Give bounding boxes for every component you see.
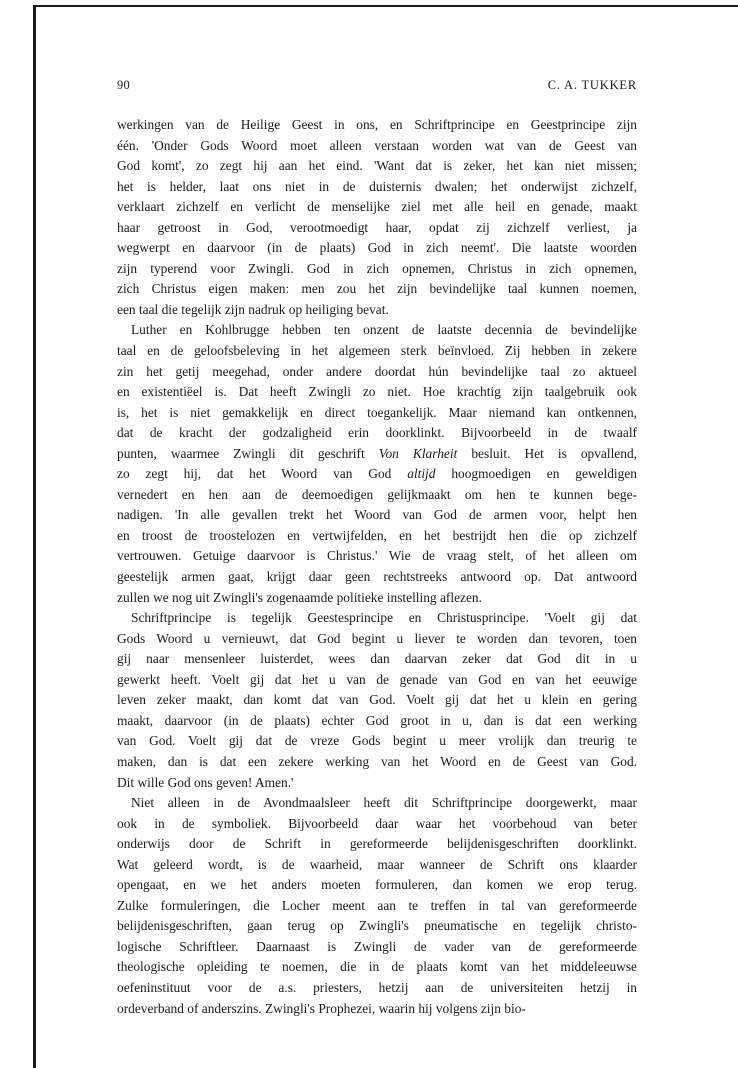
text-line: wegwerpt en daarvoor (in de plaats) God in zich neemt'. Die laatste woorden — [117, 240, 637, 256]
paragraph — [117, 320, 637, 608]
running-header-author: C. A. TUKKER — [547, 78, 637, 92]
text-line: maken, dan is dat een zekere werking van het Woord en de Geest van God. — [117, 753, 637, 769]
text-line: Wat geleerd wordt, is de waarheid, maar wanneer de Schrift ons klaarder — [117, 856, 637, 872]
paragraph — [117, 793, 637, 1019]
text-line: maakt, daarvoor (in de plaats) echter God groot in u, dan is dat een werking — [117, 712, 637, 728]
text-line: Dit wille God ons geven! Amen.' — [117, 774, 294, 790]
text-line: leven zeker maakt, dan komt dat van God. Voelt gij dat het u klein en gering — [117, 692, 637, 708]
paragraph — [117, 608, 637, 793]
text-line: punten, waarmee Zwingli dit geschrift Von Klarheit besluit. Het is opvallend, — [117, 445, 637, 461]
running-header — [117, 78, 637, 98]
text-line: verklaart zichzelf en verlicht de menselijke ziel met alle heil en genade, maakt — [117, 199, 637, 215]
text-line: Gods Woord u vernieuwt, dat God begint u liever te worden dan tevoren, toen — [117, 630, 637, 646]
text-line: Niet alleen in de Avondmaalsleer heeft dit Schriftprincipe doorgewerkt, maar — [131, 795, 637, 811]
text-line: is, het is niet gemakkelijk en direct toegankelijk. Maar niemand kan ontkennen, — [117, 404, 637, 420]
text-line: gij naar mensenleer luisterdet, wees dan daarvan zeker dat God dit in u — [117, 651, 637, 667]
text-line: zin het getij meegehad, onder andere doordat hún bevindelijke taal zo aktueel — [117, 363, 637, 379]
text-line: vertrouwen. Getuige daarvoor is Christus.' Wie de vraag stelt, of het alleen om — [117, 548, 637, 564]
text-line: het is helder, laat ons niet in de duisternis dwalen; het onderwijst zichzelf, — [117, 178, 637, 194]
page-number: 90 — [117, 78, 130, 92]
text-line: zo zegt hij, dat het Woord van God altijd hoogmoedigen en geweldigen — [117, 466, 637, 482]
text-line: zich Christus eigen maken: men zou het zijn bevindelijke taal kunnen noemen, — [117, 281, 637, 297]
text-line: haar getroost in God, verootmoedigt haar, opdat zij zichzelf verliest, ja — [117, 219, 637, 235]
emphasis: altijd — [407, 466, 436, 482]
text-line: ordeverband of anderszins. Zwingli's Prophezei, waarin hij volgens zijn bio- — [117, 1000, 526, 1016]
paragraph — [117, 115, 637, 320]
text-line: ook in de symboliek. Bijvoorbeeld daar waar het voorbehoud van beter — [117, 815, 637, 831]
text-line: oefeninstituut voor de a.s. priesters, hetzij aan de universiteiten hetzij in — [117, 979, 637, 995]
text-line: zijn typerend voor Zwingli. God in zich opnemen, Christus in zich opnemen, — [117, 260, 637, 276]
text-line: logische Schriftleer. Daarnaast is Zwingli de vader van de gereformeerde — [117, 938, 637, 954]
text-line: van God. Voelt gij dat de vreze Gods begint u meer vrolijk dan treurig te — [117, 733, 637, 749]
text-line: belijdenisgeschriften, gaan terug op Zwingli's pneumatische en tegelijk christo- — [117, 918, 637, 934]
page-border-top — [33, 5, 738, 7]
text-line: dat de kracht der godzaligheid erin doorklinkt. Bijvoorbeeld in de twaalf — [117, 425, 637, 441]
text-line: Zulke formuleringen, die Locher meent aan te treffen in tal van gereformeerde — [117, 897, 637, 913]
page-border-left — [33, 5, 36, 1068]
text-line: gewerkt heeft. Voelt gij dat het u van de genade van God en van het eeuwige — [117, 671, 637, 687]
text-line: opengaat, en we het anders moeten formuleren, dan komen we erop terug. — [117, 877, 637, 893]
text-line: zullen we nog uit Zwingli's zogenaamde politieke instelling aflezen. — [117, 589, 482, 605]
text-line: geestelijk armen gaat, krijgt daar geen rechtstreeks antwoord op. Dat antwoord — [117, 569, 637, 585]
text-line: werkingen van de Heilige Geest in ons, en Schriftprincipe en Geestprincipe zijn — [117, 117, 637, 132]
text-line: theologische opleiding te noemen, die in de plaats komt van het middeleeuwse — [117, 959, 637, 975]
text-line: God komt', zo zegt hij aan het eind. 'Want dat is zeker, het kan niet missen; — [117, 158, 637, 174]
emphasis: Von Klarheit — [378, 445, 458, 461]
text-line: een taal die tegelijk zijn nadruk op heiliging bevat. — [117, 301, 389, 317]
text-line: en existentiëel is. Dat heeft Zwingli zo niet. Hoe krachtig zijn taalgebruik ook — [117, 384, 637, 400]
text-line: Schriftprincipe is tegelijk Geestesprincipe en Christusprincipe. 'Voelt gij dat — [131, 610, 637, 626]
body-text — [117, 115, 637, 1019]
text-line: één. 'Onder Gods Woord moet alleen verstaan worden wat van de Geest van — [117, 137, 637, 153]
text-line: taal en de geloofsbeleving in het algemeen sterk beïnvloed. Zij hebben in zekere — [117, 343, 637, 359]
text-line: Luther en Kohlbrugge hebben ten onzent de laatste decennia de bevindelijke — [131, 322, 637, 338]
text-line: nadigen. 'In alle gevallen trekt het Woord van God de armen voor, helpt hen — [117, 507, 637, 523]
text-line: vernedert en hen aan de deemoedigen gelijkmaakt om hen te kunnen bege- — [117, 486, 637, 502]
text-line: onderwijs door de Schrift in gereformeerde belijdenisgeschriften doorklinkt. — [117, 836, 637, 852]
text-line: en troost de troostelozen en vertwijfelden, en het bestrijdt hen die op zichzelf — [117, 527, 637, 543]
